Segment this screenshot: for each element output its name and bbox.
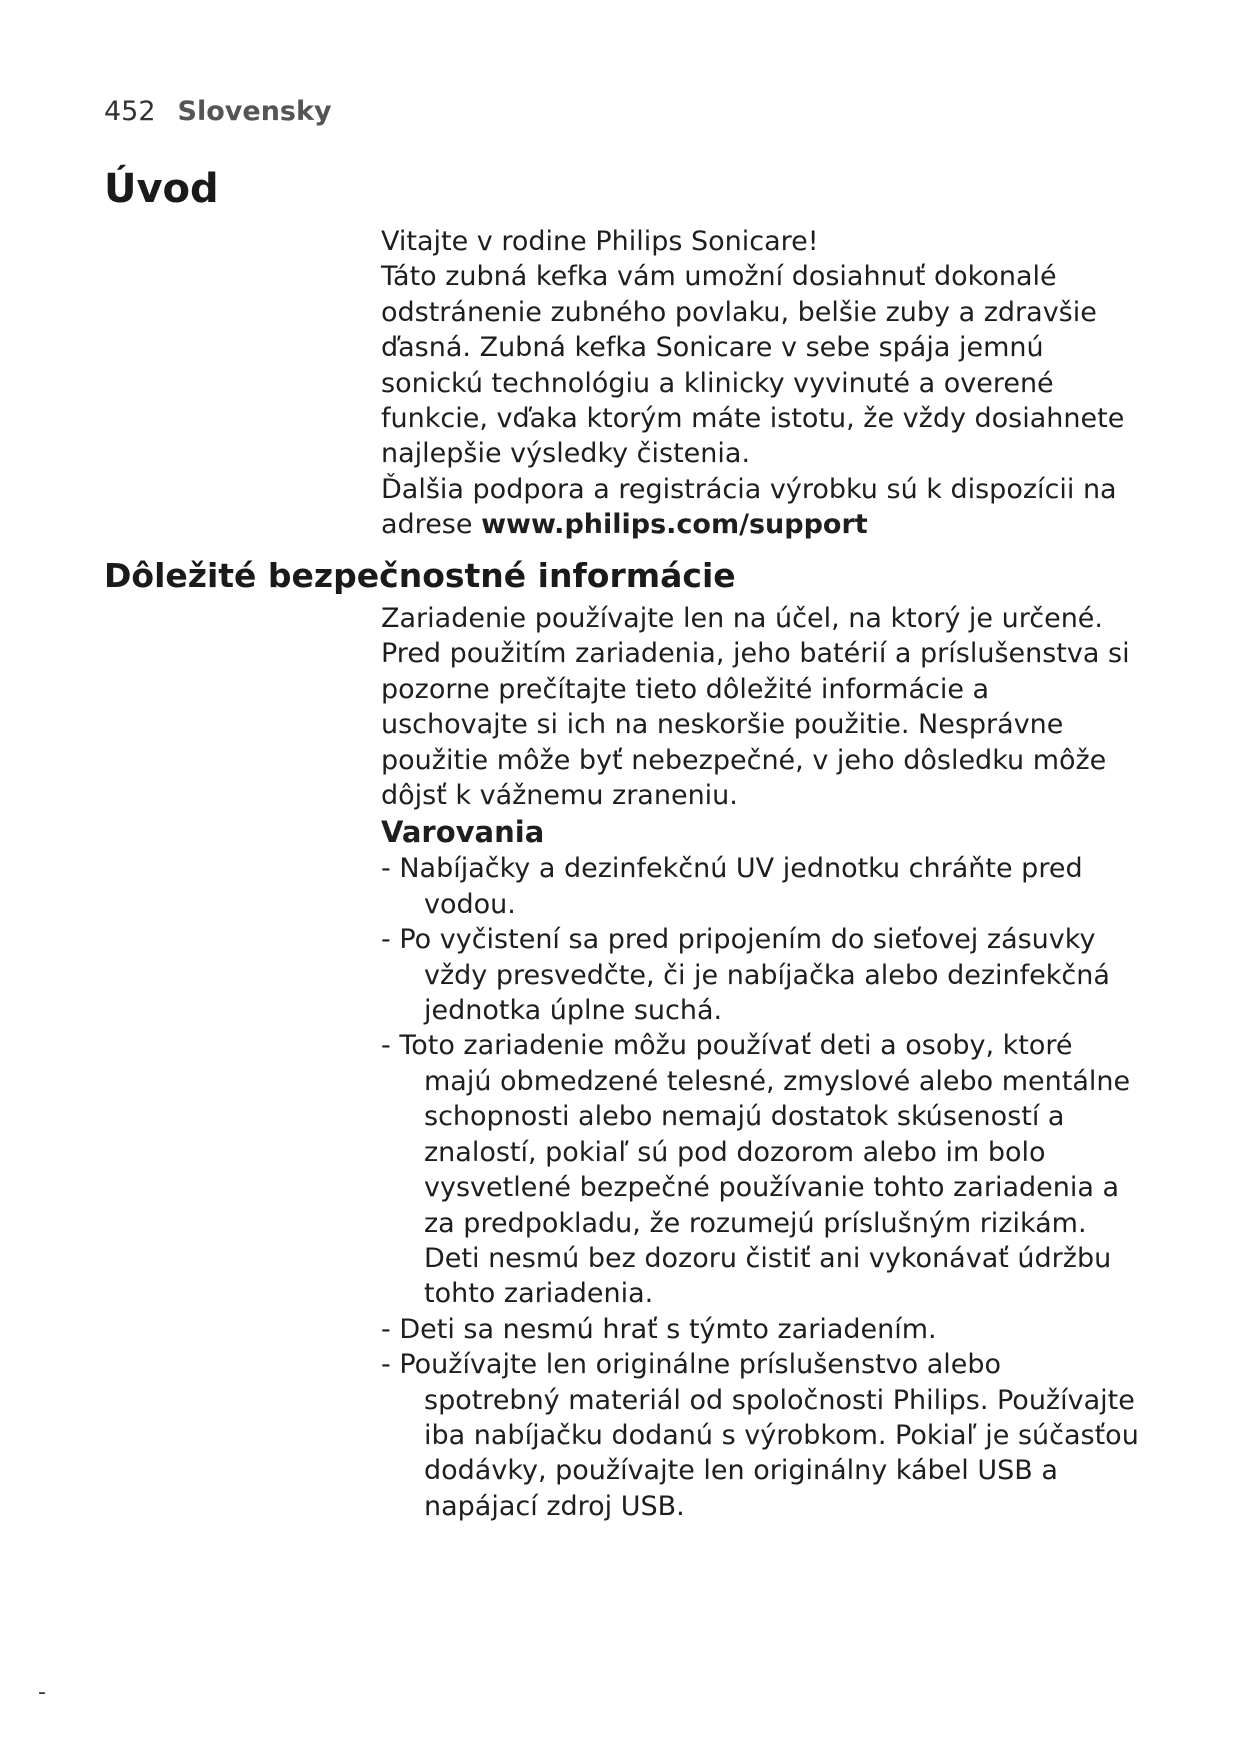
warning-item: - Po vyčistení sa pred pripojením do sieťovej zásuvky vždy presvedčte, či je nabíjačka alebo dezinfekčná jednotka úplne suchá.: [381, 924, 1110, 1027]
page-edge-mark: -: [38, 1680, 46, 1705]
warnings-list: [381, 851, 1141, 1524]
safety-body: Zariadenie používajte len na účel, na ktorý je určené. Pred použitím zariadenia, jeho batérií a príslušenstva si pozorne prečítajte tieto dôležité informácie a uschovajte si ich na neskoršie použitie. Nesprávne použitie môže byť nebezpečné, v jeho dôsledku môže dôjsť k vážnemu zraneniu.: [381, 603, 1130, 812]
warnings-title: Varovania: [381, 815, 545, 850]
intro-title: Úvod: [104, 166, 219, 212]
language-label: Slovensky: [177, 96, 332, 127]
warning-item: - Deti sa nesmú hrať s týmto zariadením.: [381, 1313, 937, 1345]
intro-welcome: Vitajte v rodine Philips Sonicare!: [381, 226, 819, 257]
warning-item: - Nabíjačky a dezinfekčnú UV jednotku chráňte pred vodou.: [381, 853, 1083, 920]
safety-section: [381, 601, 1141, 1524]
intro-section: [381, 224, 1141, 543]
intro-support: [381, 472, 1141, 543]
safety-title: Dôležité bezpečnostné informácie: [104, 556, 736, 595]
warning-item: - Používajte len originálne príslušenstvo alebo spotrebný materiál od spoločnosti Philips. Používajte iba nabíjačku dodanú s výrobkom. Pokiaľ je súčasťou dodávky, používajte len originálny kábel USB a napájací zdroj USB.: [381, 1349, 1139, 1522]
support-text: Ďalšia podpora a registrácia výrobku sú k dispozícii na adrese: [381, 473, 1117, 541]
warning-item: - Toto zariadenie môžu používať deti a osoby, ktoré majú obmedzené telesné, zmyslové alebo mentálne schopnosti alebo nemajú dostatok skúseností a znalostí, pokiaľ sú pod dozorom alebo im bolo vysvetlené bezpečné používanie tohto zariadenia a za predpokladu, že rozumejú príslušným rizikám. Deti nesmú bez dozoru čistiť ani vykonávať údržbu tohto zariadenia.: [381, 1030, 1131, 1310]
support-link[interactable]: www.philips.com/support: [481, 509, 868, 541]
page-header: [104, 96, 332, 127]
intro-body: Táto zubná kefka vám umožní dosiahnuť dokonalé odstránenie zubného povlaku, belšie zuby a zdravšie ďasná. Zubná kefka Sonicare v sebe spája jemnú sonickú technológiu a klinicky vyvinuté a overené funkcie, vďaka ktorým máte istotu, že vždy dosiahnete najlepšie výsledky čistenia.: [381, 261, 1125, 470]
page-number: 452: [104, 96, 156, 127]
